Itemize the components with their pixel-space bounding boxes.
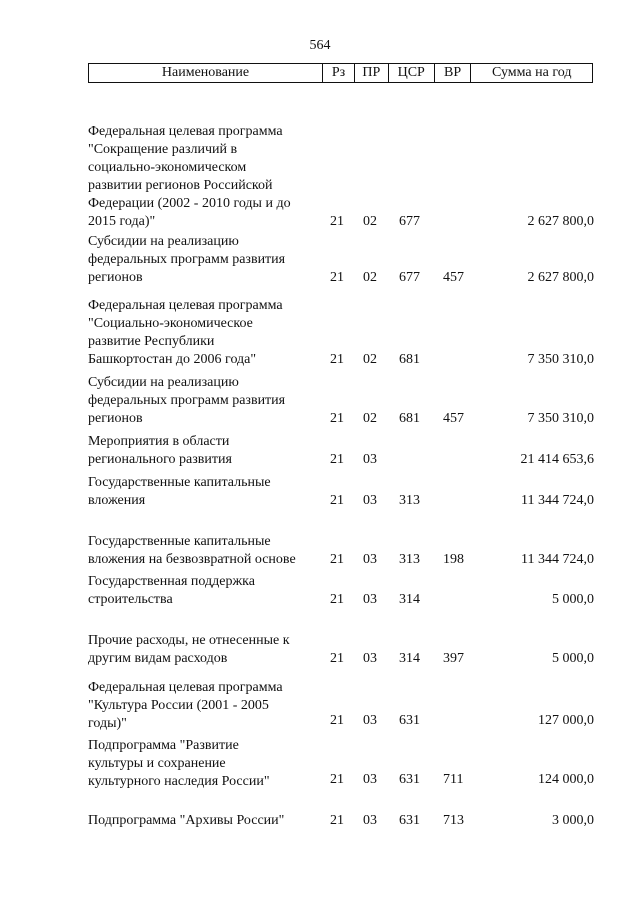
row-name: Подпрограмма "Архивы России" [88,813,285,828]
row-rz: 21 [330,651,344,666]
row-sum: 5 000,0 [552,651,594,666]
row-sum: 7 350 310,0 [527,411,594,426]
row-pr: 03 [363,452,377,467]
header-sum: Сумма на год [470,64,592,82]
row-sum: 2 627 800,0 [527,270,594,285]
row-rz: 21 [330,592,344,607]
row-csr: 681 [399,411,420,426]
row-csr: 631 [399,713,420,728]
row-pr: 03 [363,713,377,728]
row-name: Подпрограмма "Развитие культуры и сохранение культурного наследия России" [88,738,270,789]
row-csr: 313 [399,552,420,567]
row-name: Государственная поддержка строительства [88,574,255,607]
row-sum: 7 350 310,0 [527,352,594,367]
row-rz: 21 [330,270,344,285]
row-csr: 681 [399,352,420,367]
row-rz: 21 [330,352,344,367]
row-csr: 631 [399,772,420,787]
row-pr: 03 [363,772,377,787]
row-vr: 198 [443,552,464,567]
row-rz: 21 [330,772,344,787]
row-rz: 21 [330,713,344,728]
row-sum: 5 000,0 [552,592,594,607]
row-vr: 457 [443,270,464,285]
page-number: 564 [309,38,331,53]
row-name: Субсидии на реализацию федеральных программ развития регионов [88,375,286,426]
row-csr: 314 [399,651,420,666]
row-name: Государственные капитальные вложения на безвозвратной основе [88,534,296,567]
row-vr: 713 [443,813,464,828]
row-sum: 124 000,0 [538,772,594,787]
header-vr: ВР [434,64,471,82]
row-name: Государственные капитальные вложения [88,475,271,508]
row-name: Федеральная целевая программа "Культура России (2001 - 2005 годы)" [88,680,283,731]
row-csr: 313 [399,493,420,508]
row-vr: 711 [443,772,464,787]
row-vr: 397 [443,651,464,666]
row-csr: 677 [399,214,420,229]
row-sum: 21 414 653,6 [520,452,594,467]
row-rz: 21 [330,552,344,567]
header-name: Наименование [161,65,250,80]
header-rz: Рз [322,64,354,82]
row-csr: 631 [399,813,420,828]
row-pr: 03 [363,592,377,607]
row-rz: 21 [330,813,344,828]
row-rz: 21 [330,214,344,229]
header-pr: ПР [354,64,388,82]
row-pr: 03 [363,493,377,508]
row-pr: 03 [363,813,377,828]
row-pr: 03 [363,552,377,567]
row-pr: 02 [363,411,377,426]
row-csr: 677 [399,270,420,285]
row-pr: 02 [363,270,377,285]
row-name: Федеральная целевая программа "Социально-экономическое развитие Республики Башкортостан до 2006 года" [88,298,283,367]
row-name: Субсидии на реализацию федеральных программ развития регионов [88,234,286,285]
row-name: Прочие расходы, не отнесенные к другим видам расходов [88,633,290,666]
row-sum: 127 000,0 [538,713,594,728]
header-csr: ЦСР [388,64,434,82]
row-name: Федеральная целевая программа "Сокращение различий в социально-экономическом развитии регионов Российской Федерации (2002 - 2010 годы и до 2015 года)" [88,124,291,229]
row-sum: 11 344 724,0 [521,552,594,567]
row-rz: 21 [330,411,344,426]
row-sum: 11 344 724,0 [521,493,594,508]
row-name: Мероприятия в области регионального развития [88,434,232,467]
row-sum: 3 000,0 [552,813,594,828]
row-pr: 03 [363,651,377,666]
row-pr: 02 [363,214,377,229]
row-csr: 314 [399,592,420,607]
row-vr: 457 [443,411,464,426]
row-rz: 21 [330,493,344,508]
row-pr: 02 [363,352,377,367]
row-sum: 2 627 800,0 [527,214,594,229]
row-rz: 21 [330,452,344,467]
